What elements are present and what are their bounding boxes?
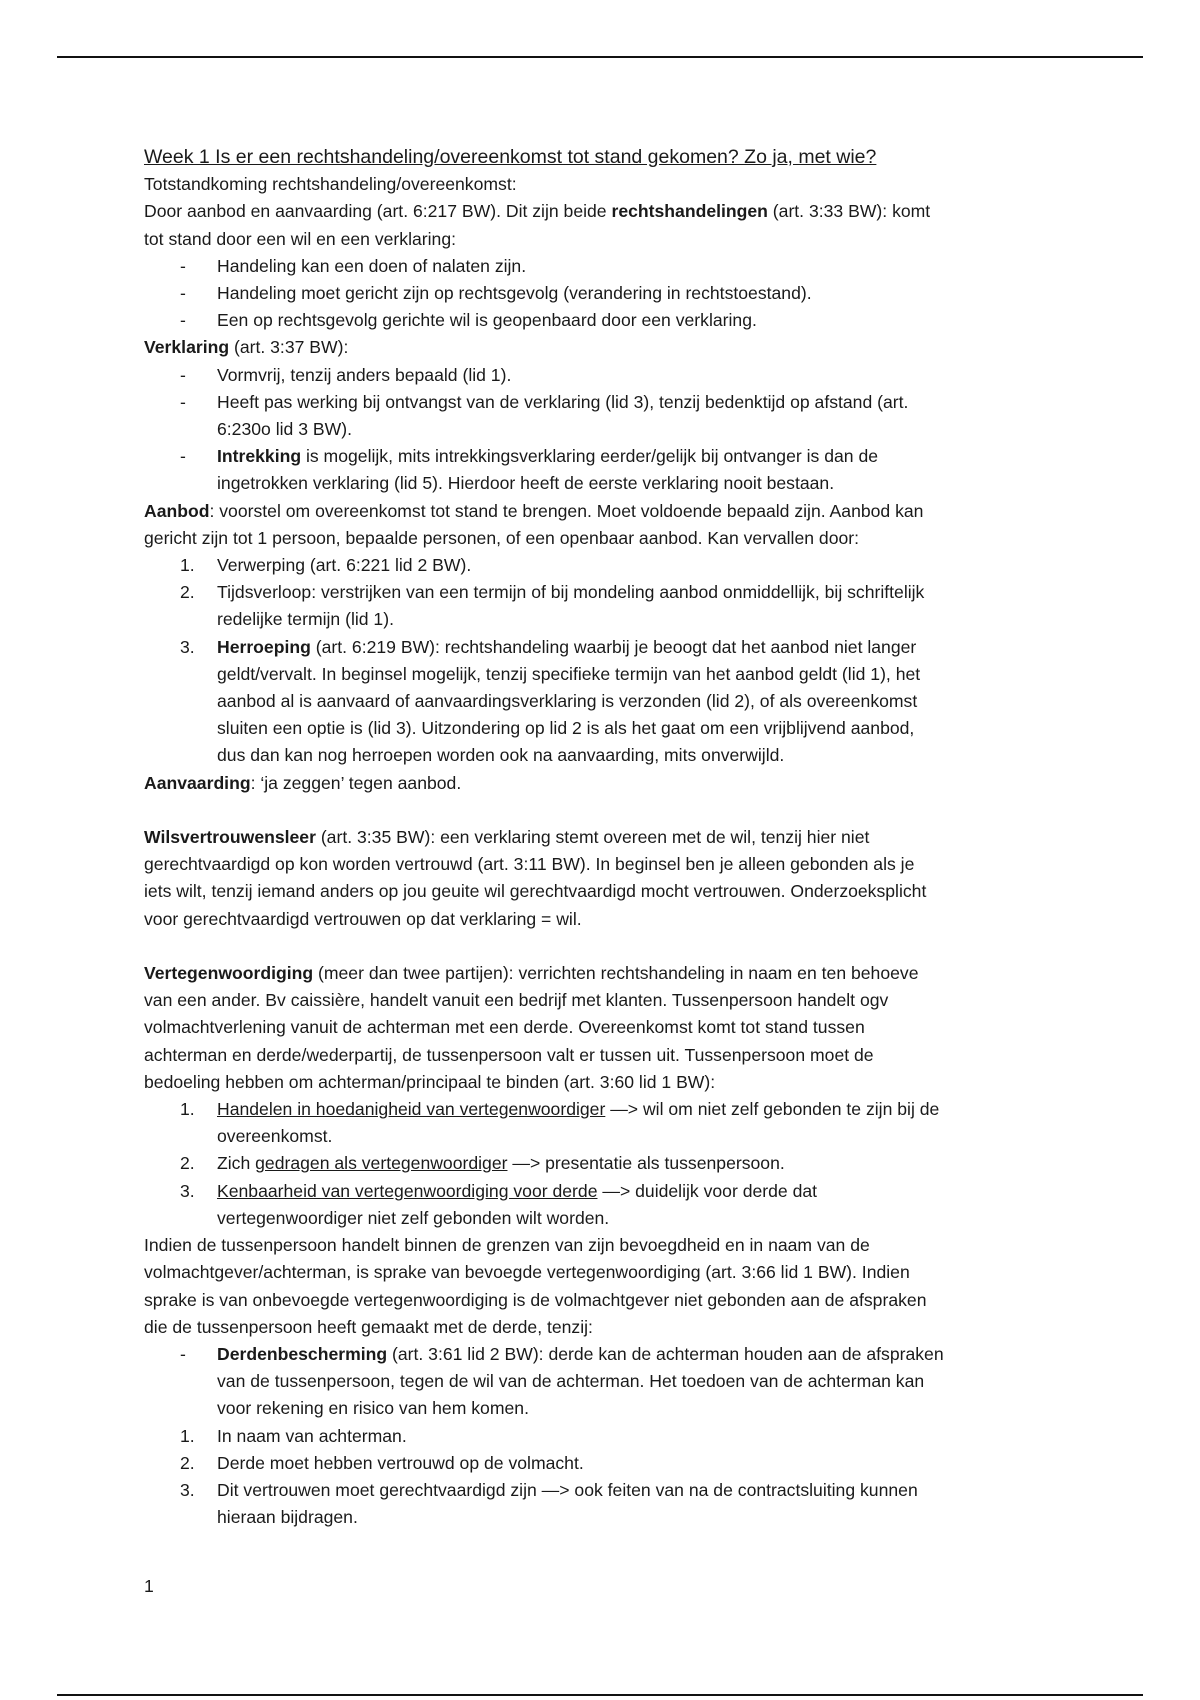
bullet-dash: - bbox=[180, 310, 186, 331]
list-item: - Handeling moet gericht zijn op rechtsgevolg (verandering in rechtstoestand). bbox=[144, 280, 1064, 307]
verteg-line-1: Vertegenwoordiging (meer dan twee partijen): verrichten rechtshandeling in naam en ten behoeve bbox=[144, 963, 919, 984]
verteg-p2-line-1: Indien de tussenpersoon handelt binnen de grenzen van zijn bevoegdheid en in naam van de bbox=[144, 1235, 870, 1256]
wils-line-4: voor gerechtvaardigd vertrouwen op dat verklaring = wil. bbox=[144, 908, 582, 929]
aanvaarding-line: Aanvaarding: ‘ja zeggen’ tegen aanbod. bbox=[144, 772, 462, 793]
bullet-dash: - bbox=[180, 283, 186, 304]
list-item: - Vormvrij, tenzij anders bepaald (lid 1). bbox=[144, 362, 1064, 389]
bullet-dash: - bbox=[180, 391, 186, 412]
verteg-p2-line-2: volmachtgever/achterman, is sprake van bevoegde vertegenwoordiging (art. 3:66 lid 1 BW). Indien bbox=[144, 1262, 910, 1283]
item-number: 2. bbox=[180, 582, 195, 603]
item-number: 1. bbox=[180, 1425, 195, 1446]
numbered-item: 2. Zich gedragen als vertegenwoordiger —> presentatie als tussenpersoon. bbox=[144, 1150, 1064, 1177]
intro-line-2: tot stand door een wil en een verklaring: bbox=[144, 228, 456, 249]
numbered-item: 2. Derde moet hebben vertrouwd op de volmacht. bbox=[144, 1450, 1064, 1477]
item-number: 2. bbox=[180, 1452, 195, 1473]
item-number: 3. bbox=[180, 1479, 195, 1500]
item-number: 1. bbox=[180, 1099, 195, 1120]
verteg-line-3: volmachtverlening vanuit de achterman met een derde. Overeenkomst komt tot stand tussen bbox=[144, 1017, 865, 1038]
aanbod-line-2: gericht zijn tot 1 persoon, bepaalde personen, of een openbaar aanbod. Kan vervallen door: bbox=[144, 527, 860, 548]
numbered-item: 3. Herroeping (art. 6:219 BW): rechtshandeling waarbij je beoogt dat het aanbod niet langer geldt/vervalt. In beginsel mogelijk, tenzij specifieke termijn van het aanbod geldt (lid 1), het aanbod al is aanvaard of aanvaardingsverklaring is verzonden (lid 2), of als overeenkomst sluiten een optie is (lid 3). Uitzondering op lid 2 is als het gaat om een vrijblijvend aanbod, dus dan kan nog herroepen worden ook na aanvaarding, mits onverwijld. bbox=[144, 634, 1064, 770]
verteg-p2-line-3: sprake is van onbevoegde vertegenwoordiging is de volmachtgever niet gebonden aan de afspraken bbox=[144, 1289, 927, 1310]
numbered-item: 3. Kenbaarheid van vertegenwoordiging voor derde —> duidelijk voor derde dat vertegenwoordiger niet zelf gebonden wilt worden. bbox=[144, 1178, 1064, 1232]
aanbod-line-1: Aanbod: voorstel om overeenkomst tot stand te brengen. Moet voldoende bepaald zijn. Aanbod kan bbox=[144, 500, 924, 521]
verteg-line-2: van een ander. Bv caissière, handelt vanuit een bedrijf met klanten. Tussenpersoon handelt ogv bbox=[144, 990, 889, 1011]
verklaring-heading: Verklaring (art. 3:37 BW): bbox=[144, 337, 349, 358]
subtitle: Totstandkoming rechtshandeling/overeenkomst: bbox=[144, 174, 517, 195]
numbered-item: 1. Verwerping (art. 6:221 lid 2 BW). bbox=[144, 552, 1064, 579]
numbered-item: 1. Handelen in hoedanigheid van vertegenwoordiger —> wil om niet zelf gebonden te zijn bij de overeenkomst. bbox=[144, 1096, 1064, 1150]
page-number: 1 bbox=[144, 1576, 154, 1596]
numbered-item: 3. Dit vertrouwen moet gerechtvaardigd zijn —> ook feiten van na de contractsluiting kunnen hieraan bijdragen. bbox=[144, 1477, 1064, 1531]
verteg-line-4: achterman en derde/wederpartij, de tussenpersoon valt er tussen uit. Tussenpersoon moet de bbox=[144, 1044, 874, 1065]
verteg-p2-line-4: die de tussenpersoon heeft gemaakt met de derde, tenzij: bbox=[144, 1316, 593, 1337]
page-title: Week 1 Is er een rechtshandeling/overeenkomst tot stand gekomen? Zo ja, met wie? bbox=[144, 146, 877, 168]
bullet-dash: - bbox=[180, 255, 186, 276]
list-item: - Een op rechtsgevolg gerichte wil is geopenbaard door een verklaring. bbox=[144, 307, 1064, 334]
bullet-dash: - bbox=[180, 446, 186, 467]
blank-line bbox=[144, 797, 1064, 824]
item-number: 1. bbox=[180, 555, 195, 576]
document-body bbox=[144, 144, 1064, 1531]
wils-line-2: gerechtvaardigd op kon worden vertrouwd (art. 3:11 BW). In beginsel ben je alleen gebonden als je bbox=[144, 854, 915, 875]
numbered-item: 2. Tijdsverloop: verstrijken van een termijn of bij mondeling aanbod onmiddellijk, bij schriftelijk redelijke termijn (lid 1). bbox=[144, 579, 1064, 633]
intro-line-1: Door aanbod en aanvaarding (art. 6:217 BW). Dit zijn beide rechtshandelingen (art. 3:33 BW): komt bbox=[144, 201, 931, 222]
numbered-item: 1. In naam van achterman. bbox=[144, 1423, 1064, 1450]
list-item: - Derdenbescherming (art. 3:61 lid 2 BW): derde kan de achterman houden aan de afspraken van de tussenpersoon, tegen de wil van de achterman. Het toedoen van de achterman kan voor rekening en risico van hem komen. bbox=[144, 1341, 1064, 1423]
item-number: 3. bbox=[180, 636, 195, 657]
wils-line-3: iets wilt, tenzij iemand anders op jou geuite wil gerechtvaardigd mocht vertrouwen. Onderzoeksplicht bbox=[144, 881, 927, 902]
bullet-dash: - bbox=[180, 364, 186, 385]
list-item: - Heeft pas werking bij ontvangst van de verklaring (lid 3), tenzij bedenktijd op afstand (art. 6:230o lid 3 BW). bbox=[144, 389, 1064, 443]
header-rule bbox=[57, 56, 1143, 58]
verteg-line-5: bedoeling hebben om achterman/principaal te binden (art. 3:60 lid 1 BW): bbox=[144, 1071, 716, 1092]
list-item: - Intrekking is mogelijk, mits intrekkingsverklaring eerder/gelijk bij ontvanger is dan de ingetrokken verklaring (lid 5). Hierdoor heeft de eerste verklaring nooit bestaan. bbox=[144, 443, 1064, 497]
bullet-dash: - bbox=[180, 1343, 186, 1364]
item-number: 2. bbox=[180, 1153, 195, 1174]
item-number: 3. bbox=[180, 1180, 195, 1201]
blank-line bbox=[144, 933, 1064, 960]
wils-line-1: Wilsvertrouwensleer (art. 3:35 BW): een verklaring stemt overeen met de wil, tenzij hier niet bbox=[144, 827, 870, 848]
list-item: - Handeling kan een doen of nalaten zijn. bbox=[144, 253, 1064, 280]
footer-rule bbox=[57, 1694, 1143, 1696]
